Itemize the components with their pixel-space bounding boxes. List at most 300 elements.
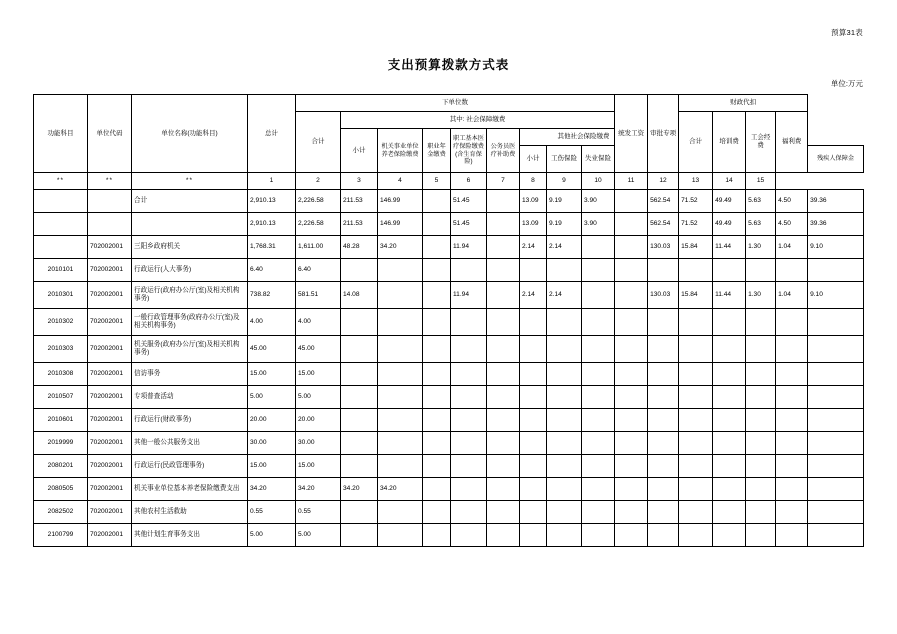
cell-value: 211.53 bbox=[341, 213, 378, 236]
cell-value bbox=[808, 336, 864, 363]
cell-value: 15.00 bbox=[296, 363, 341, 386]
cell-value bbox=[547, 524, 582, 547]
cell-function bbox=[34, 190, 88, 213]
cell-value: 39.36 bbox=[808, 190, 864, 213]
cell-value bbox=[615, 282, 648, 309]
cell-unit-code: 702002001 bbox=[88, 259, 132, 282]
cell-value: 2.14 bbox=[520, 236, 547, 259]
cell-value bbox=[776, 386, 808, 409]
table-row bbox=[34, 213, 864, 236]
cell-value bbox=[615, 432, 648, 455]
cell-value bbox=[582, 236, 615, 259]
cell-value bbox=[520, 501, 547, 524]
cell-unit-code: 702002001 bbox=[88, 336, 132, 363]
colnum-0: ** bbox=[34, 173, 88, 190]
cell-value bbox=[341, 409, 378, 432]
cell-value bbox=[423, 309, 451, 336]
cell-value bbox=[487, 501, 520, 524]
cell-value bbox=[615, 336, 648, 363]
cell-function bbox=[34, 236, 88, 259]
th-fw-total: 合计 bbox=[679, 112, 713, 173]
cell-value bbox=[679, 259, 713, 282]
cell-value bbox=[423, 336, 451, 363]
cell-value bbox=[423, 190, 451, 213]
cell-value: 4.50 bbox=[776, 213, 808, 236]
cell-value: 34.20 bbox=[296, 478, 341, 501]
cell-value bbox=[615, 478, 648, 501]
cell-value bbox=[547, 363, 582, 386]
th-group-other-social: 其他社会保险缴费 bbox=[520, 129, 648, 146]
cell-value bbox=[423, 236, 451, 259]
cell-value bbox=[713, 386, 746, 409]
cell-value: 211.53 bbox=[341, 190, 378, 213]
cell-value: 4.00 bbox=[296, 309, 341, 336]
cell-value: 30.00 bbox=[248, 432, 296, 455]
cell-value bbox=[713, 409, 746, 432]
cell-value bbox=[648, 501, 679, 524]
cell-value: 4.00 bbox=[248, 309, 296, 336]
cell-value: 738.82 bbox=[248, 282, 296, 309]
cell-value: 11.44 bbox=[713, 236, 746, 259]
cell-value bbox=[615, 309, 648, 336]
cell-value bbox=[341, 309, 378, 336]
cell-value: 34.20 bbox=[341, 478, 378, 501]
th-union-fee: 工会经费 bbox=[746, 112, 776, 173]
cell-value bbox=[679, 386, 713, 409]
cell-value bbox=[582, 409, 615, 432]
cell-value bbox=[423, 409, 451, 432]
cell-value: 51.45 bbox=[451, 213, 487, 236]
colnum-6: 4 bbox=[378, 173, 423, 190]
colnum-17: 15 bbox=[746, 173, 776, 190]
cell-unit-name: 其他计划生育事务支出 bbox=[132, 524, 248, 547]
cell-value bbox=[679, 455, 713, 478]
cell-value bbox=[746, 432, 776, 455]
cell-value bbox=[679, 309, 713, 336]
cell-value: 2,910.13 bbox=[248, 213, 296, 236]
table-row bbox=[34, 432, 864, 455]
cell-value: 30.00 bbox=[296, 432, 341, 455]
cell-value bbox=[808, 432, 864, 455]
cell-value bbox=[615, 501, 648, 524]
th-group-social-ins: 其中: 社会保障缴费 bbox=[341, 112, 615, 129]
cell-value: 1,611.00 bbox=[296, 236, 341, 259]
table-row bbox=[34, 386, 864, 409]
cell-value: 13.09 bbox=[520, 190, 547, 213]
th-welfare-fee: 福利费 bbox=[776, 112, 808, 173]
cell-value bbox=[487, 336, 520, 363]
cell-value bbox=[648, 336, 679, 363]
cell-value bbox=[615, 409, 648, 432]
cell-value bbox=[341, 336, 378, 363]
colnum-1: ** bbox=[88, 173, 132, 190]
cell-value bbox=[679, 432, 713, 455]
cell-value bbox=[378, 386, 423, 409]
cell-value: 14.08 bbox=[341, 282, 378, 309]
cell-value bbox=[451, 455, 487, 478]
cell-value: 562.54 bbox=[648, 213, 679, 236]
cell-value bbox=[378, 409, 423, 432]
cell-value: 130.03 bbox=[648, 282, 679, 309]
cell-value: 5.00 bbox=[248, 524, 296, 547]
cell-unit-code bbox=[88, 190, 132, 213]
cell-value bbox=[520, 336, 547, 363]
cell-value bbox=[679, 363, 713, 386]
cell-value bbox=[808, 363, 864, 386]
cell-value: 0.55 bbox=[296, 501, 341, 524]
table-row bbox=[34, 336, 864, 363]
cell-function: 2010303 bbox=[34, 336, 88, 363]
cell-unit-name: 其他一般公共服务支出 bbox=[132, 432, 248, 455]
cell-unit-name: 机关服务(政府办公厅(室)及相关机构事务) bbox=[132, 336, 248, 363]
cell-unit-code: 702002001 bbox=[88, 282, 132, 309]
cell-value bbox=[679, 524, 713, 547]
colnum-3: 1 bbox=[248, 173, 296, 190]
th-approved-special: 审批专项 bbox=[648, 95, 679, 173]
cell-unit-name: 其他农村生活救助 bbox=[132, 501, 248, 524]
cell-value: 15.84 bbox=[679, 236, 713, 259]
th-training-fee: 培训费 bbox=[713, 112, 746, 173]
cell-value bbox=[451, 524, 487, 547]
cell-value bbox=[423, 386, 451, 409]
table-row bbox=[34, 363, 864, 386]
th-medical-with-maternity: 职工基本医疗保险缴费(含生育保险) bbox=[451, 129, 487, 173]
budget-table bbox=[33, 94, 864, 547]
cell-value bbox=[648, 386, 679, 409]
cell-value: 13.09 bbox=[520, 213, 547, 236]
cell-value bbox=[582, 363, 615, 386]
cell-function: 2080505 bbox=[34, 478, 88, 501]
cell-value bbox=[746, 478, 776, 501]
cell-value bbox=[648, 432, 679, 455]
cell-value bbox=[808, 409, 864, 432]
cell-value bbox=[487, 259, 520, 282]
cell-value: 45.00 bbox=[296, 336, 341, 363]
cell-value bbox=[808, 259, 864, 282]
cell-value: 581.51 bbox=[296, 282, 341, 309]
cell-value bbox=[378, 501, 423, 524]
cell-value bbox=[713, 309, 746, 336]
cell-value bbox=[582, 259, 615, 282]
colnum-16: 14 bbox=[713, 173, 746, 190]
cell-value bbox=[487, 236, 520, 259]
column-number-row bbox=[34, 173, 864, 190]
cell-value bbox=[487, 363, 520, 386]
cell-unit-name: 一般行政管理事务(政府办公厅(室)及相关机构事务) bbox=[132, 309, 248, 336]
cell-value bbox=[615, 213, 648, 236]
cell-value: 20.00 bbox=[296, 409, 341, 432]
cell-value bbox=[378, 524, 423, 547]
cell-value: 1.04 bbox=[776, 236, 808, 259]
cell-unit-name: 信访事务 bbox=[132, 363, 248, 386]
cell-unit-code: 702002001 bbox=[88, 432, 132, 455]
cell-unit-code: 702002001 bbox=[88, 409, 132, 432]
cell-value bbox=[487, 478, 520, 501]
cell-value bbox=[648, 363, 679, 386]
cell-value bbox=[582, 501, 615, 524]
cell-value bbox=[451, 309, 487, 336]
cell-value bbox=[808, 478, 864, 501]
cell-value: 71.52 bbox=[679, 190, 713, 213]
cell-value bbox=[451, 432, 487, 455]
cell-value bbox=[423, 478, 451, 501]
cell-value: 49.49 bbox=[713, 190, 746, 213]
cell-value bbox=[776, 309, 808, 336]
table-row bbox=[34, 309, 864, 336]
cell-value bbox=[713, 524, 746, 547]
cell-value bbox=[648, 524, 679, 547]
cell-value bbox=[487, 432, 520, 455]
cell-value: 130.03 bbox=[648, 236, 679, 259]
cell-unit-name: 行政运行(财政事务) bbox=[132, 409, 248, 432]
cell-value bbox=[547, 336, 582, 363]
cell-value bbox=[547, 478, 582, 501]
cell-value bbox=[378, 363, 423, 386]
cell-value bbox=[487, 190, 520, 213]
cell-value bbox=[341, 501, 378, 524]
cell-value bbox=[776, 455, 808, 478]
table-row bbox=[34, 501, 864, 524]
th-unit-name: 单位名称(功能科目) bbox=[132, 95, 248, 173]
cell-value bbox=[776, 524, 808, 547]
cell-value bbox=[520, 259, 547, 282]
cell-value: 15.00 bbox=[248, 363, 296, 386]
cell-value: 0.55 bbox=[248, 501, 296, 524]
unit-label: 单位:万元 bbox=[830, 79, 863, 88]
cell-value bbox=[776, 409, 808, 432]
cell-value: 1,768.31 bbox=[248, 236, 296, 259]
cell-value bbox=[746, 309, 776, 336]
cell-value bbox=[808, 501, 864, 524]
cell-value bbox=[776, 432, 808, 455]
cell-value bbox=[451, 478, 487, 501]
cell-unit-code: 702002001 bbox=[88, 386, 132, 409]
cell-unit-code: 702002001 bbox=[88, 478, 132, 501]
cell-value bbox=[776, 336, 808, 363]
cell-value: 6.40 bbox=[248, 259, 296, 282]
cell-value bbox=[679, 336, 713, 363]
th-unit-code: 单位代码 bbox=[88, 95, 132, 173]
cell-value bbox=[615, 259, 648, 282]
cell-value bbox=[713, 455, 746, 478]
cell-function bbox=[34, 213, 88, 236]
cell-value bbox=[679, 501, 713, 524]
colnum-10: 8 bbox=[520, 173, 547, 190]
cell-unit-code: 702002001 bbox=[88, 236, 132, 259]
table-row bbox=[34, 455, 864, 478]
cell-value bbox=[451, 386, 487, 409]
cell-value bbox=[746, 524, 776, 547]
cell-value: 9.19 bbox=[547, 190, 582, 213]
cell-value bbox=[451, 336, 487, 363]
colnum-12: 10 bbox=[582, 173, 615, 190]
cell-value bbox=[582, 309, 615, 336]
cell-value: 3.90 bbox=[582, 213, 615, 236]
cell-value: 5.63 bbox=[746, 213, 776, 236]
cell-function: 2019999 bbox=[34, 432, 88, 455]
cell-function: 2010308 bbox=[34, 363, 88, 386]
cell-value bbox=[547, 455, 582, 478]
table-row bbox=[34, 409, 864, 432]
cell-value bbox=[808, 386, 864, 409]
cell-value bbox=[341, 259, 378, 282]
cell-value bbox=[746, 455, 776, 478]
table-row bbox=[34, 478, 864, 501]
cell-value bbox=[520, 386, 547, 409]
colnum-7: 5 bbox=[423, 173, 451, 190]
th-civil-servant-medical: 公务员医疗补助费 bbox=[487, 129, 520, 173]
colnum-2: ** bbox=[132, 173, 248, 190]
cell-value: 49.49 bbox=[713, 213, 746, 236]
cell-value bbox=[582, 432, 615, 455]
cell-value: 562.54 bbox=[648, 190, 679, 213]
cell-value: 5.63 bbox=[746, 190, 776, 213]
th-org-pension: 机关事业单位养老保险缴费 bbox=[378, 129, 423, 173]
cell-value bbox=[341, 363, 378, 386]
th-work-injury: 工伤保险 bbox=[547, 146, 582, 173]
cell-value bbox=[423, 282, 451, 309]
cell-value bbox=[776, 478, 808, 501]
cell-value: 2,910.13 bbox=[248, 190, 296, 213]
cell-value bbox=[487, 386, 520, 409]
th-disability-ins: 残疾人保障金 bbox=[808, 146, 864, 173]
cell-value: 71.52 bbox=[679, 213, 713, 236]
cell-value: 9.10 bbox=[808, 282, 864, 309]
cell-value bbox=[746, 501, 776, 524]
cell-value bbox=[547, 309, 582, 336]
cell-unit-code: 702002001 bbox=[88, 363, 132, 386]
cell-value bbox=[615, 363, 648, 386]
cell-value: 6.40 bbox=[296, 259, 341, 282]
colnum-5: 3 bbox=[341, 173, 378, 190]
cell-function: 2010301 bbox=[34, 282, 88, 309]
cell-value: 15.00 bbox=[248, 455, 296, 478]
cell-value bbox=[547, 259, 582, 282]
cell-value bbox=[746, 386, 776, 409]
cell-value bbox=[423, 524, 451, 547]
table-row bbox=[34, 524, 864, 547]
cell-unit-code: 702002001 bbox=[88, 455, 132, 478]
cell-value bbox=[520, 409, 547, 432]
cell-value bbox=[378, 455, 423, 478]
cell-value: 5.00 bbox=[296, 524, 341, 547]
th-occupational-annuity: 职业年金缴费 bbox=[423, 129, 451, 173]
cell-value bbox=[487, 282, 520, 309]
cell-function: 2100799 bbox=[34, 524, 88, 547]
colnum-11: 9 bbox=[547, 173, 582, 190]
cell-function: 2010302 bbox=[34, 309, 88, 336]
cell-value bbox=[648, 409, 679, 432]
cell-value: 2,226.58 bbox=[296, 190, 341, 213]
cell-value bbox=[713, 432, 746, 455]
cell-unit-name: 机关事业单位基本养老保险缴费支出 bbox=[132, 478, 248, 501]
cell-value bbox=[713, 259, 746, 282]
cell-value bbox=[378, 336, 423, 363]
cell-unit-code bbox=[88, 213, 132, 236]
cell-value bbox=[648, 259, 679, 282]
th-unemployment: 失业保险 bbox=[582, 146, 615, 173]
cell-value: 48.28 bbox=[341, 236, 378, 259]
colnum-13: 11 bbox=[615, 173, 648, 190]
cell-value bbox=[615, 236, 648, 259]
cell-value bbox=[746, 363, 776, 386]
colnum-8: 6 bbox=[451, 173, 487, 190]
cell-value bbox=[615, 524, 648, 547]
th-total: 总计 bbox=[248, 95, 296, 173]
cell-unit-code: 702002001 bbox=[88, 524, 132, 547]
cell-value bbox=[341, 432, 378, 455]
cell-value: 2.14 bbox=[547, 236, 582, 259]
cell-value bbox=[648, 478, 679, 501]
cell-value bbox=[487, 213, 520, 236]
cell-unit-code: 702002001 bbox=[88, 501, 132, 524]
cell-function: 2080201 bbox=[34, 455, 88, 478]
cell-value: 11.94 bbox=[451, 236, 487, 259]
cell-value bbox=[808, 309, 864, 336]
cell-value bbox=[615, 190, 648, 213]
cell-value bbox=[713, 501, 746, 524]
cell-value: 4.50 bbox=[776, 190, 808, 213]
colnum-14: 12 bbox=[648, 173, 679, 190]
cell-value bbox=[746, 259, 776, 282]
cell-value bbox=[679, 478, 713, 501]
table-row bbox=[34, 190, 864, 213]
table-row bbox=[34, 236, 864, 259]
cell-value bbox=[776, 259, 808, 282]
cell-value bbox=[648, 309, 679, 336]
cell-value bbox=[582, 282, 615, 309]
th-social-subtotal: 小计 bbox=[341, 129, 378, 173]
cell-value: 1.04 bbox=[776, 282, 808, 309]
cell-value bbox=[378, 309, 423, 336]
cell-value bbox=[520, 524, 547, 547]
cell-value bbox=[487, 309, 520, 336]
cell-value bbox=[423, 363, 451, 386]
cell-unit-name: 专项普查活动 bbox=[132, 386, 248, 409]
cell-value bbox=[582, 386, 615, 409]
cell-value bbox=[423, 432, 451, 455]
cell-value bbox=[547, 409, 582, 432]
cell-value bbox=[451, 363, 487, 386]
cell-value: 2,226.58 bbox=[296, 213, 341, 236]
cell-value bbox=[648, 455, 679, 478]
cell-value: 15.84 bbox=[679, 282, 713, 309]
cell-value bbox=[487, 524, 520, 547]
cell-value: 3.90 bbox=[582, 190, 615, 213]
cell-value: 2.14 bbox=[547, 282, 582, 309]
cell-value: 51.45 bbox=[451, 190, 487, 213]
colnum-9: 7 bbox=[487, 173, 520, 190]
cell-function: 2010101 bbox=[34, 259, 88, 282]
cell-value bbox=[378, 282, 423, 309]
cell-unit-name: 行政运行(民政管理事务) bbox=[132, 455, 248, 478]
cell-value bbox=[746, 409, 776, 432]
cell-value bbox=[615, 455, 648, 478]
cell-function: 2082502 bbox=[34, 501, 88, 524]
cell-value: 1.30 bbox=[746, 236, 776, 259]
cell-value bbox=[679, 409, 713, 432]
cell-value: 146.99 bbox=[378, 213, 423, 236]
table-row bbox=[34, 259, 864, 282]
cell-value: 39.36 bbox=[808, 213, 864, 236]
colnum-15: 13 bbox=[679, 173, 713, 190]
cell-value bbox=[713, 363, 746, 386]
cell-value bbox=[547, 501, 582, 524]
cell-value bbox=[423, 501, 451, 524]
cell-value: 9.10 bbox=[808, 236, 864, 259]
cell-function: 2010507 bbox=[34, 386, 88, 409]
cell-unit-name bbox=[132, 213, 248, 236]
